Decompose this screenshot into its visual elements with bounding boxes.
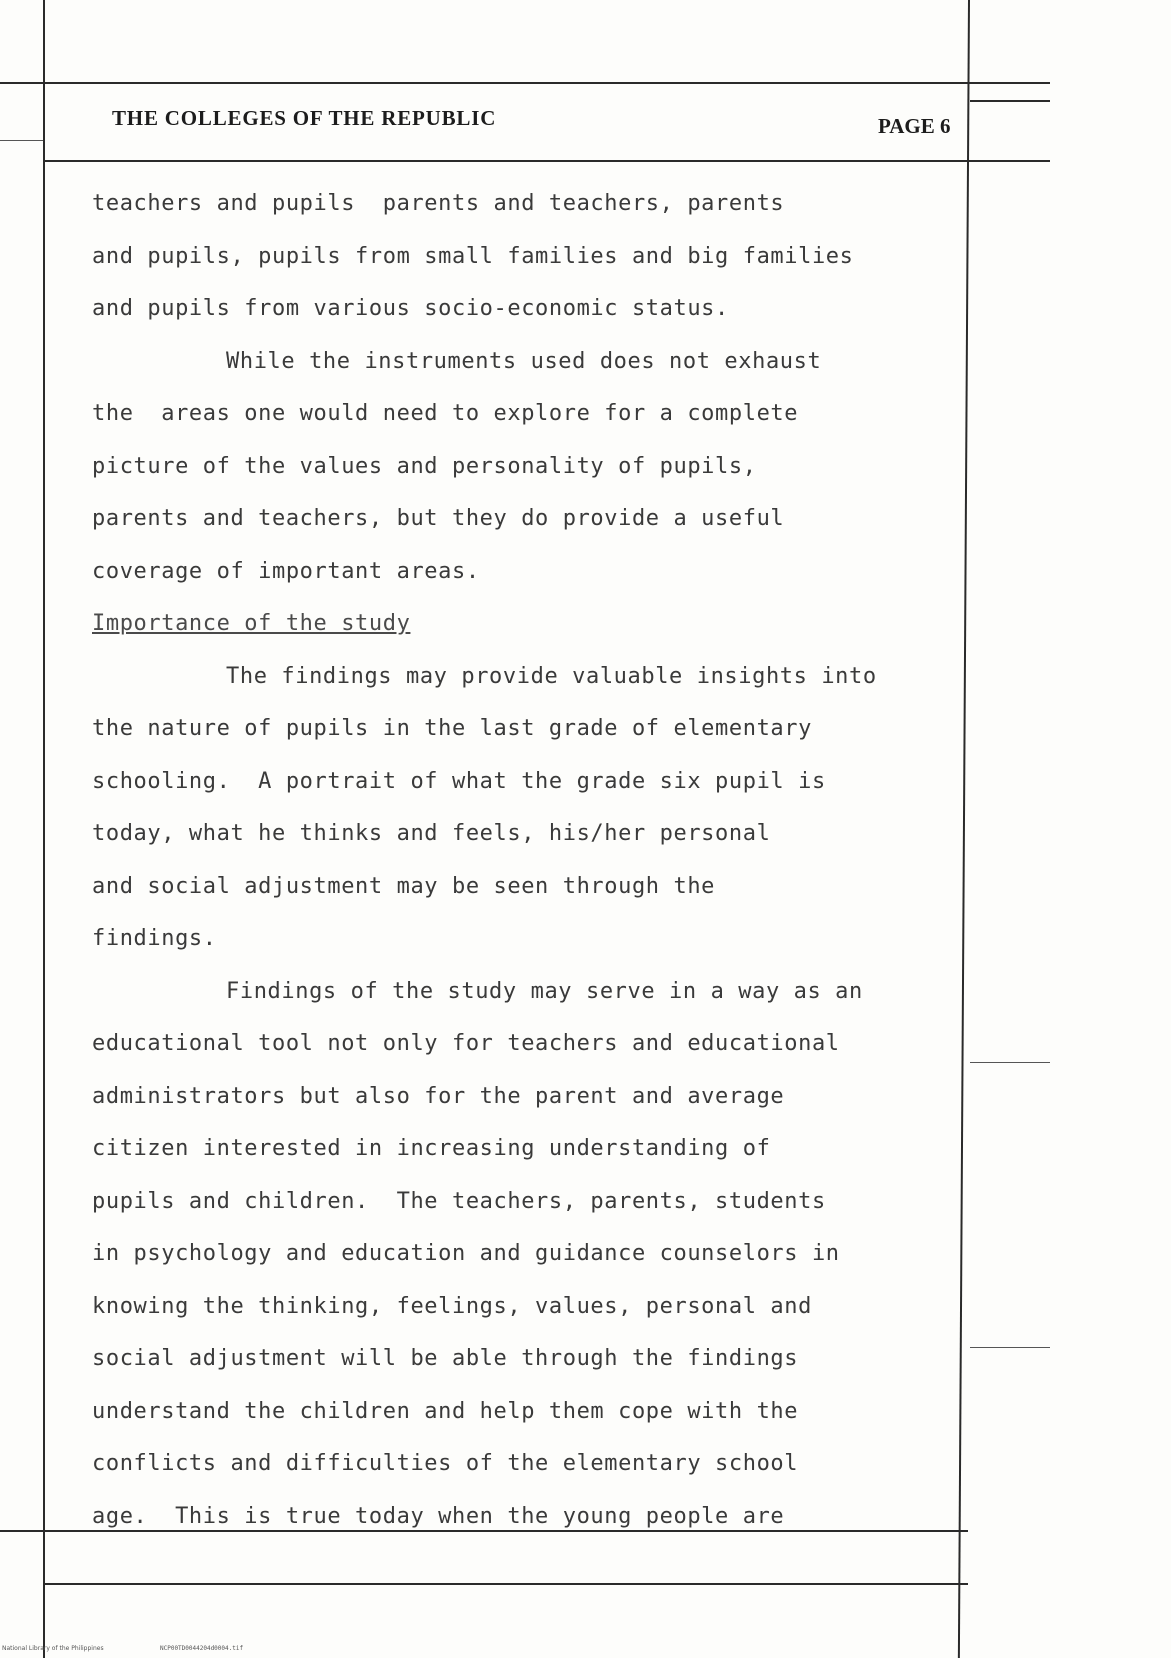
text-line: and pupils, pupils from small families and big families (92, 243, 854, 269)
text-line: understand the children and help them cope with the (92, 1398, 799, 1424)
text-line: picture of the values and personality of pupils, (92, 453, 757, 479)
paragraph-start-line: While the instruments used does not exhaust (226, 348, 822, 374)
running-head-title: THE COLLEGES OF THE REPUBLIC (112, 106, 497, 130)
text-line: age. This is true today when the young people are (92, 1503, 785, 1529)
text-line: conflicts and difficulties of the elementary school (92, 1451, 799, 1476)
text-line: the areas one would need to explore for a complete (92, 401, 799, 426)
library-watermark: National Library of the Philippines (2, 1645, 104, 1652)
text-line: findings. (92, 926, 217, 951)
scan-file-code: NCP00TD0044204d0004.tif (160, 1645, 244, 1652)
text-line: educational tool not only for teachers and educational (92, 1031, 840, 1056)
body-text (92, 178, 972, 1543)
page-number: PAGE 6 (878, 114, 951, 138)
text-line: parents and teachers, but they do provide a useful (92, 506, 785, 531)
left-margin-line (43, 0, 45, 1658)
text-line: and pupils from various socio-economic status. (92, 296, 729, 321)
text-line: schooling. A portrait of what the grade six pupil is (92, 768, 826, 794)
section-heading: Importance of the study (92, 611, 411, 636)
text-line: social adjustment will be able through the findings (92, 1346, 799, 1371)
top-border-line (0, 82, 1050, 84)
text-line: knowing the thinking, feelings, values, personal and (92, 1293, 812, 1319)
text-line: and social adjustment may be seen through the (92, 873, 716, 899)
right-margin-tick-lower (970, 1347, 1050, 1348)
left-margin-tick (0, 140, 43, 141)
text-line: in psychology and education and guidance counselors in (92, 1241, 840, 1266)
paragraph-start-line: The findings may provide valuable insights into (226, 663, 877, 689)
text-line: administrators but also for the parent and average (92, 1083, 785, 1109)
text-line: coverage of important areas. (92, 558, 480, 584)
text-line: citizen interested in increasing understanding of (92, 1136, 771, 1161)
text-line: the nature of pupils in the last grade of elementary (92, 716, 812, 741)
header-divider (43, 160, 1050, 162)
bottom-border-line (43, 1583, 968, 1585)
right-margin-tick-middle (970, 1062, 1050, 1063)
paragraph-start-line: Findings of the study may serve in a way as an (226, 978, 863, 1004)
text-line: teachers and pupils parents and teachers, parents (92, 191, 785, 216)
text-line: today, what he thinks and feels, his/her personal (92, 821, 771, 846)
right-margin-tick-top (970, 100, 1050, 102)
text-line: pupils and children. The teachers, parents, students (92, 1188, 826, 1214)
